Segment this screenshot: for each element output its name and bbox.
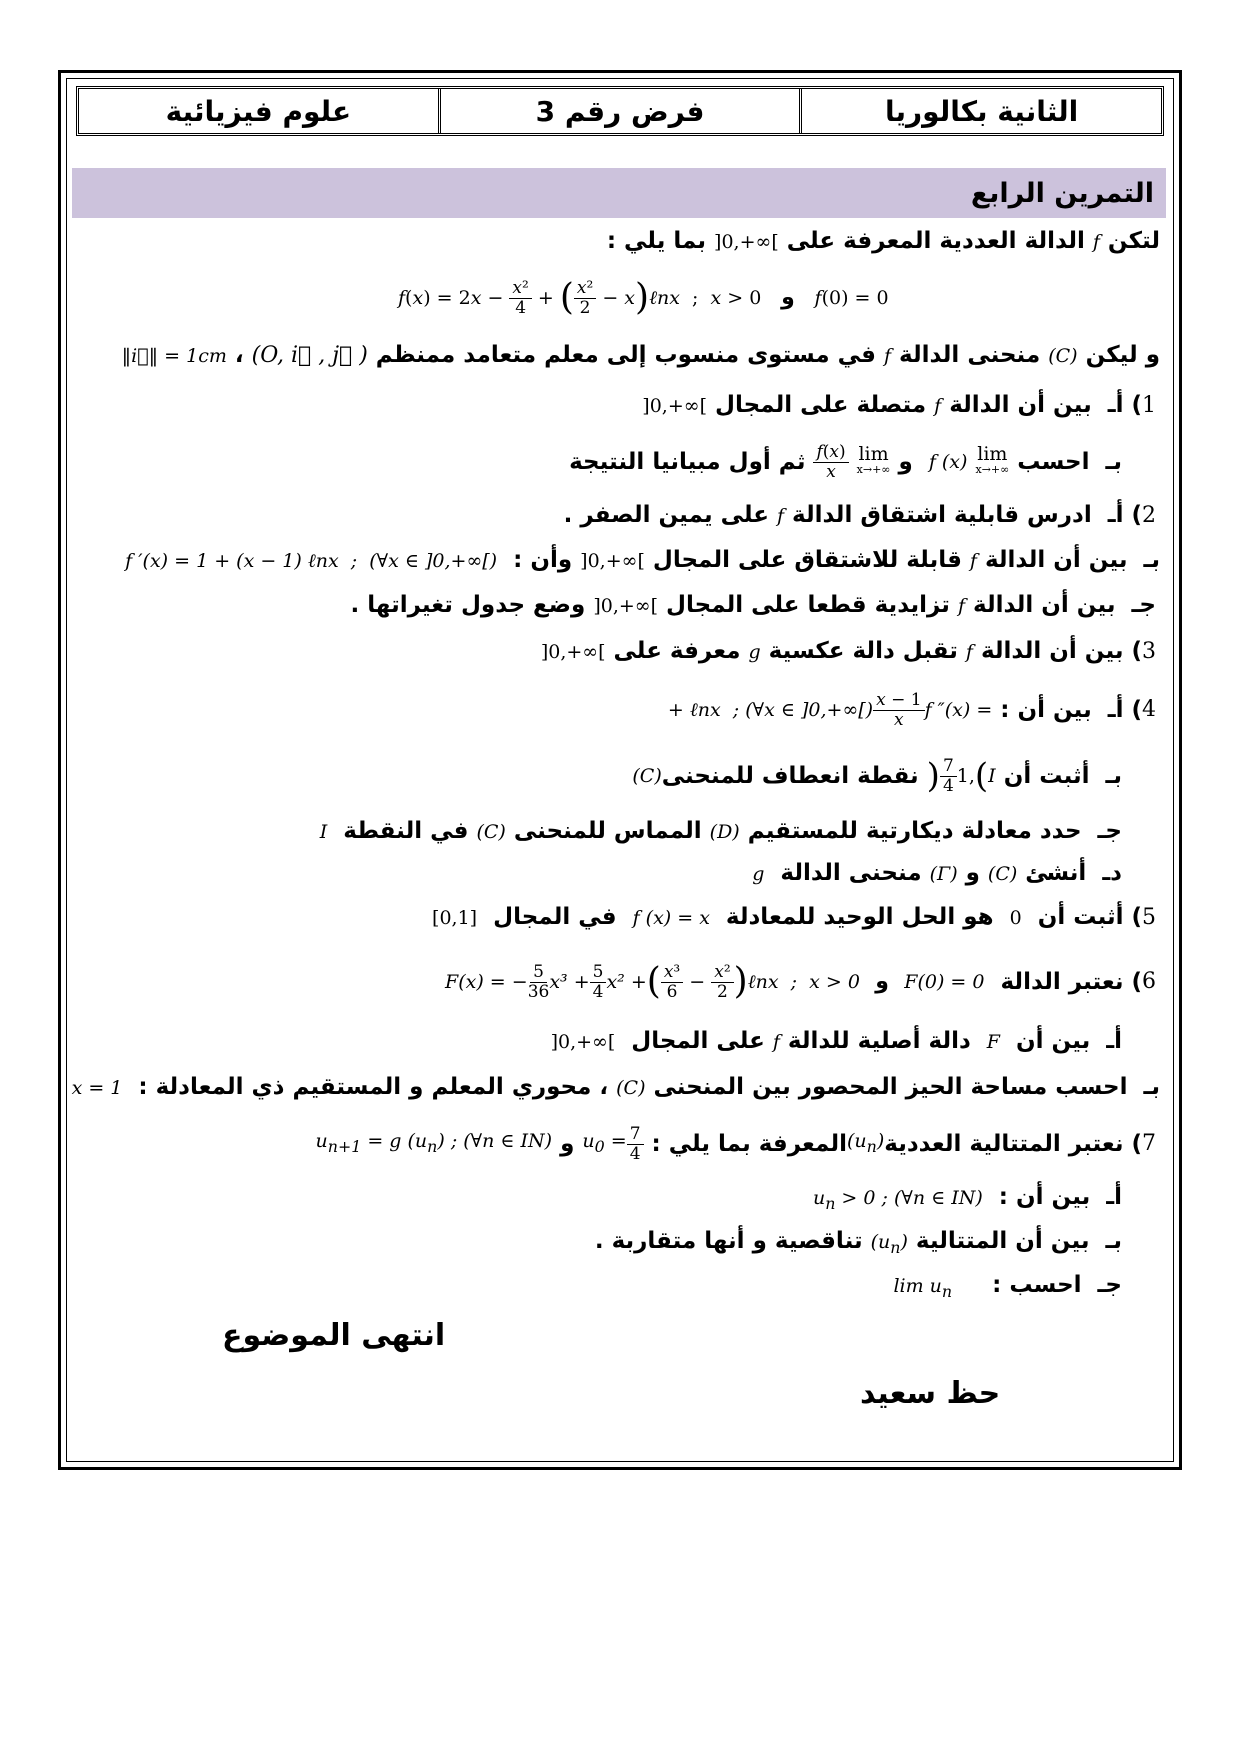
header-level: الثانية بكالوريا [799, 89, 1161, 133]
header-branch: علوم فيزيائية [165, 94, 352, 128]
exercise-title-text: التمرين الرابع [970, 177, 1154, 209]
question-2c: جـ بين أن الدالة f تزايدية قطعا على المجال ]0,+∞[ وضع جدول تغيراتها . [350, 592, 1156, 618]
question-6a: أـ بين أن F دالة أصلية للدالة f على المجال ]0,+∞[ [550, 1028, 1122, 1054]
question-2a: 2) أـ ادرس قابلية اشتقاق الدالة f على يمين الصفر . [563, 502, 1156, 528]
question-6b: بـ احسب مساحة الحيز المحصور بين المنحنى (C) ، محوري المعلم و المستقيم ذي المعادلة : x = 1 [71, 1074, 1160, 1100]
question-3: 3) بين أن الدالة f تقبل دالة عكسية g معرفة على ]0,+∞[ [540, 638, 1156, 664]
good-luck: حظ سعيد [860, 1376, 1001, 1411]
curve-definition-line: و ليكن (C) منحنى الدالة f في مستوى منسوب إلى معلم متعامد ممنظم (O, i⃗ , j⃗ ) ، ‖i⃗‖ = 1cm [121, 342, 1160, 368]
question-5: 5) أثبت أن 0 هو الحل الوحيد للمعادلة f (x) = x في المجال [0,1] [432, 904, 1156, 930]
question-4c: جـ حدد معادلة ديكارتية للمستقيم (D) المماس للمنحنى (C) في النقطة I [319, 818, 1122, 844]
question-4d: دـ أنشئ (C) و (Γ) منحنى الدالة g [752, 860, 1122, 886]
question-7c: جـ احسب : $\lim u_n$ [893, 1272, 1122, 1301]
question-7: 7 ) نعتبر المتتالية العددية $(u_n)$ المعرفة بما يلي : $u_0$ = $\frac{7}{4}$ و $u_{n+1} = g$ $(u_n)$ ; (∀n ∈ IN) [315, 1123, 1156, 1164]
question-6: 6 ) نعتبر الدالة F(x) = − $\frac{5}{36}$ x³ + $\frac{5}{4}$ x² + ( $\frac{\text{x³}}{6}$ − $\frac{\text{x²}}{2}$ ) ℓnx ; x > 0 و F(0) = 0 [445, 961, 1156, 1002]
header-table [76, 86, 1164, 136]
question-1b: بـ احسب lim x→+∞ f (x) و lim x→+∞ $\frac{f(x)}{x}$ ثم أول مبيانيا النتيجة [569, 441, 1122, 482]
question-4b: بـ أثبت أن I ( 1, $\frac{7}{4}$ ) نقطة انعطاف للمنحنى (C) [632, 755, 1122, 796]
function-definition: f ( x ) = 2 x − $\frac{\text{x²}}{4}$ + ( $\frac{\text{x²}}{2}$ − x ) ℓnx ; x > 0 و f (0) = 0 [398, 277, 889, 318]
header-test-number: فرض رقم 3 [438, 89, 800, 133]
question-4a: 4 ) أـ بين أن : f ″(x) = $\frac{x - 1}{x}$ + ℓnx ; (∀x ∈ ]0,+∞[) [661, 689, 1156, 730]
question-1a: 1) أـ بين أن الدالة f متصلة على المجال ]0,+∞[ [642, 392, 1156, 418]
intro-line: لتكن f الدالة العددية المعرفة على ]0,+∞[ بما يلي : [606, 228, 1160, 254]
exercise-title [72, 168, 1166, 218]
end-of-subject: انتهى الموضوع [222, 1318, 446, 1353]
question-2b: بـ بين أن الدالة f قابلة للاشتقاق على المجال ]0,+∞[ وأن : f ′(x) = 1 + (x − 1) ℓnx ; (∀x ∈ ]0,+∞[) [125, 547, 1160, 573]
question-7a: أـ بين أن : $u_n > 0$ ; (∀n ∈ IN) [812, 1184, 1122, 1213]
question-7b: بـ بين أن المتتالية $(u_n)$ تناقصية و أنها متقاربة . [594, 1228, 1122, 1257]
